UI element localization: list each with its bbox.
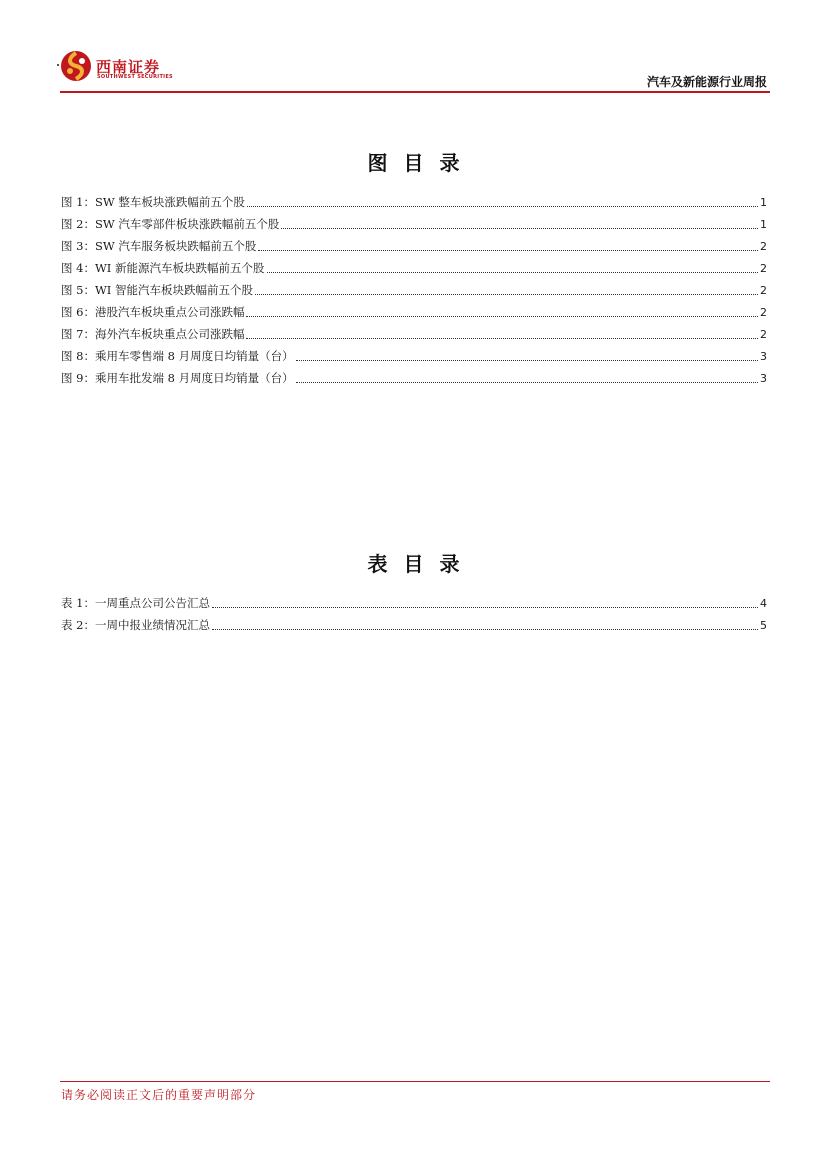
footer-disclaimer: 请务必阅读正文后的重要声明部分 <box>61 1088 257 1102</box>
toc-entry-page: 5 <box>760 619 767 632</box>
footer-divider <box>60 1081 770 1082</box>
toc-entry[interactable] <box>61 235 767 257</box>
figures-toc-list <box>61 191 767 389</box>
toc-leader-dots <box>247 205 758 207</box>
toc-leader-dots <box>296 381 758 383</box>
toc-leader-dots <box>267 271 759 273</box>
toc-entry-page: 1 <box>760 218 767 231</box>
toc-entry-label: 图 3：SW 汽车服务板块跌幅前五个股 <box>61 239 257 253</box>
toc-entry-page: 2 <box>760 306 767 319</box>
toc-entry-label: 图 2：SW 汽车零部件板块涨跌幅前五个股 <box>61 217 280 231</box>
figures-toc-title: 图目录 <box>367 151 476 175</box>
toc-entry[interactable] <box>61 367 767 389</box>
toc-leader-dots <box>212 628 758 630</box>
toc-entry-label: 图 4：WI 新能源汽车板块跌幅前五个股 <box>61 261 265 275</box>
toc-entry-page: 4 <box>760 597 767 610</box>
toc-entry-label: 表 1：一周重点公司公告汇总 <box>61 596 210 610</box>
toc-entry-page: 2 <box>760 328 767 341</box>
toc-entry[interactable] <box>61 213 767 235</box>
logo-emblem-icon <box>60 50 92 82</box>
toc-entry-label: 图 8：乘用车零售端 8 月周度日均销量（台） <box>61 349 294 363</box>
toc-entry-label: 图 7：海外汽车板块重点公司涨跌幅 <box>61 327 245 341</box>
toc-leader-dots <box>212 606 758 608</box>
toc-entry[interactable] <box>61 614 767 636</box>
logo-english-name: SOUTHWEST SECURITIES <box>97 74 173 80</box>
toc-entry-page: 2 <box>760 284 767 297</box>
toc-entry[interactable] <box>61 257 767 279</box>
toc-entry[interactable] <box>61 279 767 301</box>
toc-leader-dots <box>281 227 758 229</box>
toc-entry-page: 1 <box>760 196 767 209</box>
tables-toc-title: 表目录 <box>367 552 476 576</box>
logo-chinese-name: 西南证券 <box>96 58 161 76</box>
toc-leader-dots <box>246 337 758 339</box>
tables-toc-list <box>61 592 767 636</box>
toc-entry-label: 图 9：乘用车批发端 8 月周度日均销量（台） <box>61 371 294 385</box>
toc-entry-label: 图 6：港股汽车板块重点公司涨跌幅 <box>61 305 245 319</box>
header-divider <box>60 91 770 93</box>
corner-mark <box>57 64 59 66</box>
report-title: 汽车及新能源行业周报 <box>646 75 767 89</box>
toc-entry-page: 3 <box>760 372 767 385</box>
toc-leader-dots <box>258 249 758 251</box>
toc-entry-page: 2 <box>760 240 767 253</box>
toc-leader-dots <box>296 359 758 361</box>
company-logo <box>60 50 180 84</box>
toc-entry[interactable] <box>61 345 767 367</box>
toc-leader-dots <box>246 315 758 317</box>
toc-entry[interactable] <box>61 301 767 323</box>
toc-entry-label: 图 1：SW 整车板块涨跌幅前五个股 <box>61 195 245 209</box>
toc-entry[interactable] <box>61 191 767 213</box>
toc-entry[interactable] <box>61 323 767 345</box>
toc-entry-label: 表 2：一周中报业绩情况汇总 <box>61 618 210 632</box>
toc-entry-page: 2 <box>760 262 767 275</box>
toc-entry[interactable] <box>61 592 767 614</box>
toc-leader-dots <box>255 293 758 295</box>
toc-entry-page: 3 <box>760 350 767 363</box>
toc-entry-label: 图 5：WI 智能汽车板块跌幅前五个股 <box>61 283 253 297</box>
